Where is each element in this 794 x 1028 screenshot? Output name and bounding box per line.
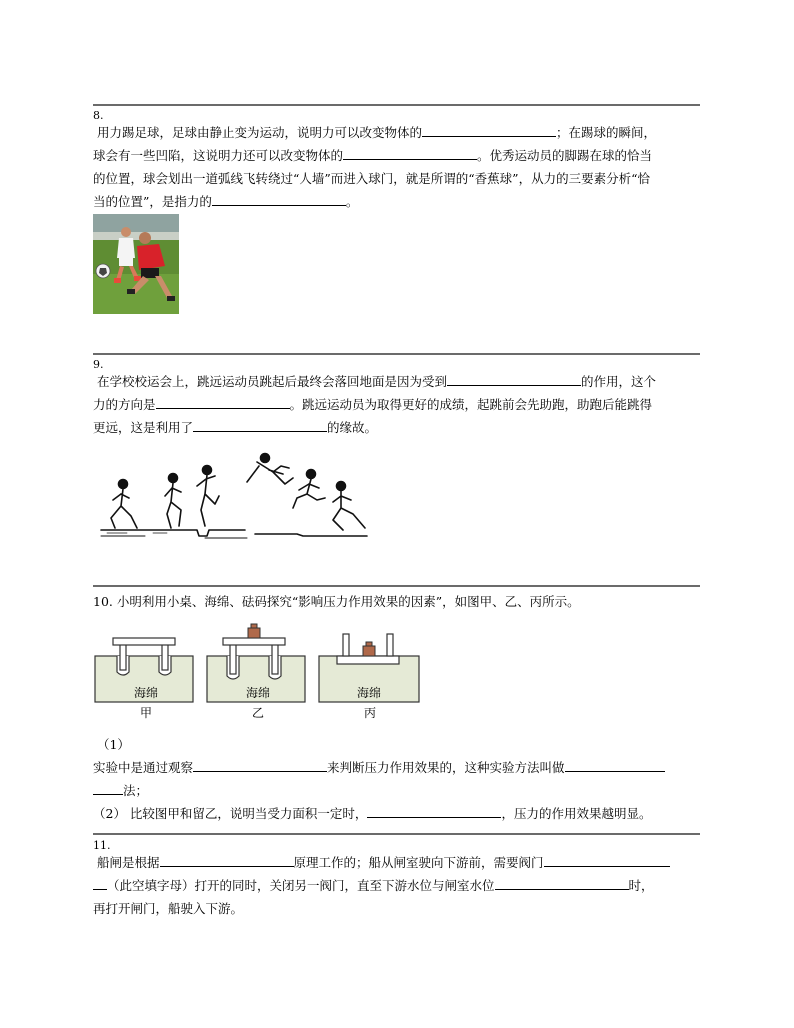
q8-line1-text: 用力踢足球，足球由静止变为运动，说明力可以改变物体的 xyxy=(96,125,422,140)
q10-line1-text: 实验中是通过观察 xyxy=(93,760,194,775)
q8-line1-tail: ；在踢球的瞬间， xyxy=(556,125,657,140)
q9-blank-3[interactable] xyxy=(193,417,327,432)
q11-line3-text: 再打开闸门，船驶入下游。 xyxy=(93,901,244,916)
question-9-number: 9. xyxy=(93,358,104,371)
q10-part1-label: （1） xyxy=(96,737,130,752)
q8-line4-text: 当的位置”，是指力的 xyxy=(93,194,212,209)
figure-label-jia: 甲 xyxy=(139,706,152,720)
q8-line3-text: 的位置，球会划出一道弧线飞转绕过“人墙”而进入球门，就是所谓的“香蕉球”，从力的三要素分析“恰 xyxy=(93,171,650,186)
q11-line2-tail: 时， xyxy=(628,878,654,893)
divider-q11 xyxy=(93,833,700,835)
q11-blank-1[interactable] xyxy=(160,852,294,867)
q8-line2-text: 球会有一些凹陷，这说明力还可以改变物体的 xyxy=(93,148,344,163)
divider-q10 xyxy=(93,585,700,587)
q11-blank-3[interactable] xyxy=(495,875,629,890)
question-10-title: 10. 小明利用小桌、海绵、砝码探究“影响压力作用效果的因素”，如图甲、乙、丙所示。 xyxy=(93,594,580,609)
sponge-label-1: 海绵 xyxy=(133,686,158,700)
q8-blank-1[interactable] xyxy=(422,122,556,137)
q10-blank-2[interactable] xyxy=(565,757,665,772)
figure-label-yi: 乙 xyxy=(251,706,264,720)
q9-line1-tail: 的作用，这个 xyxy=(581,374,657,389)
question-8-text xyxy=(93,121,700,213)
question-11-number: 11. xyxy=(93,839,111,852)
q11-line1-mid: 原理工作的；船从闸室驶向下游前，需要阀门 xyxy=(293,855,544,870)
question-8-number: 8. xyxy=(93,109,104,122)
q10-line3-tail: ，压力的作用效果越明显。 xyxy=(501,806,652,821)
q10-blank-2-cont[interactable] xyxy=(93,780,123,795)
q9-blank-1[interactable] xyxy=(447,371,581,386)
q8-blank-3[interactable] xyxy=(212,191,346,206)
soccer-photo xyxy=(93,214,179,314)
q9-line2-text: 力的方向是 xyxy=(93,397,156,412)
question-10-text xyxy=(93,733,700,825)
q10-line1-mid: 来判断压力作用效果的，这种实验方法叫做 xyxy=(327,760,565,775)
q10-line3-text: （2） 比较图甲和留乙，说明当受力面积一定时， xyxy=(93,806,368,821)
q8-line4-tail: 。 xyxy=(345,194,359,209)
q11-line1-text: 船闸是根据 xyxy=(96,855,160,870)
q10-blank-1[interactable] xyxy=(193,757,327,772)
figure-label-bing: 丙 xyxy=(363,706,376,720)
sponge-label-2: 海绵 xyxy=(245,686,270,700)
q8-line2-tail: 。优秀运动员的脚踢在球的恰当 xyxy=(477,148,653,163)
q10-blank-3[interactable] xyxy=(367,803,501,818)
long-jump-illustration xyxy=(97,448,377,544)
divider-q8 xyxy=(93,104,700,106)
q11-blank-2[interactable] xyxy=(544,852,670,867)
q9-line1-text: 在学校校运会上，跳远运动员跳起后最终会落回地面是因为受到 xyxy=(96,374,447,389)
divider-q9 xyxy=(93,353,700,355)
q9-line3-text: 更远，这是利用了 xyxy=(93,420,194,435)
q9-blank-2[interactable] xyxy=(156,394,290,409)
question-11-text xyxy=(93,851,700,920)
q11-blank-2-cont[interactable] xyxy=(93,875,107,890)
q10-line2-text: 法； xyxy=(123,783,149,798)
q9-line2-tail: 。跳远运动员为取得更好的成绩，起跳前会先助跑，助跑后能跳得 xyxy=(289,397,653,412)
question-9-text xyxy=(93,370,700,439)
q11-line2-text: （此空填字母）打开的同时，关闭另一阀门，直至下游水位与闸室水位 xyxy=(107,878,495,893)
q9-line3-tail: 的缘故。 xyxy=(327,420,378,435)
sponge-label-3: 海绵 xyxy=(356,686,381,700)
q8-blank-2[interactable] xyxy=(343,145,477,160)
